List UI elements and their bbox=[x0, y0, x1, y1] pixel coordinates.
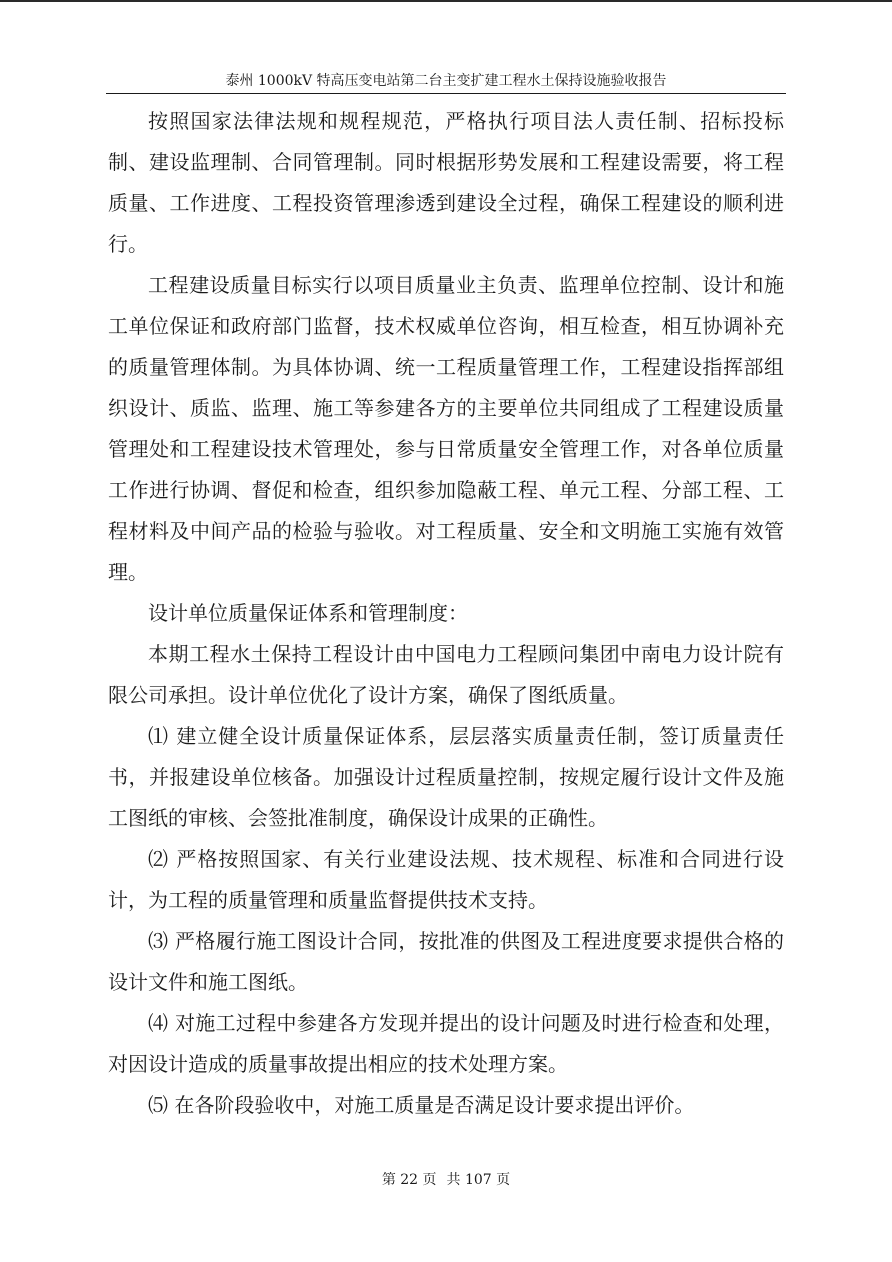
document-body bbox=[108, 101, 784, 1126]
running-header: 泰州 1000kV 特高压变电站第二台主变扩建工程水土保持设施验收报告 bbox=[225, 73, 667, 89]
header-divider bbox=[106, 93, 786, 94]
list-item-2: ⑵ 严格按照国家、有关行业建设法规、技术规程、标准和合同进行设计，为工程的质量管理和质量监督提供技术支持。 bbox=[108, 847, 784, 912]
page-number: 第 22 页 bbox=[381, 1172, 437, 1188]
paragraph-quality-system: 工程建设质量目标实行以项目质量业主负责、监理单位控制、设计和施工单位保证和政府部门监督，技术权威单位咨询，相互检查，相互协调补充的质量管理体制。为具体协调、统一工程质量管理工作，工程建设指挥部组织设计、质监、监理、施工等参建各方的主要单位共同组成了工程建设质量管理处和工程建设技术管理处，参与日常质量安全管理工作，对各单位质量工作进行协调、督促和检查，组织参加隐蔽工程、单元工程、分部工程、工程材料及中间产品的检验与验收。对工程质量、安全和文明施工实施有效管理。 bbox=[108, 273, 784, 584]
page-top-border bbox=[0, 0, 892, 2]
paragraph-management-systems: 按照国家法律法规和规程规范，严格执行项目法人责任制、招标投标制、建设监理制、合同管理制。同时根据形势发展和工程建设需要，将工程质量、工作进度、工程投资管理渗透到建设全过程，确保工程建设的顺利进行。 bbox=[108, 109, 784, 256]
paragraph-design-heading: 设计单位质量保证体系和管理制度： bbox=[148, 601, 468, 625]
list-item-5: ⑸ 在各阶段验收中，对施工质量是否满足设计要求提出评价。 bbox=[148, 1093, 695, 1117]
paragraph-design-unit: 本期工程水土保持工程设计由中国电力工程顾问集团中南电力设计院有限公司承担。设计单位优化了设计方案，确保了图纸质量。 bbox=[108, 642, 784, 707]
list-item-4: ⑷ 对施工过程中参建各方发现并提出的设计问题及时进行检查和处理，对因设计造成的质量事故提出相应的技术处理方案。 bbox=[108, 1011, 784, 1076]
page-total: 共 107 页 bbox=[446, 1172, 511, 1188]
page-footer bbox=[0, 1170, 892, 1190]
list-item-3: ⑶ 严格履行施工图设计合同，按批准的供图及工程进度要求提供合格的设计文件和施工图纸。 bbox=[108, 929, 784, 994]
list-item-1: ⑴ 建立健全设计质量保证体系，层层落实质量责任制，签订质量责任书，并报建设单位核备。加强设计过程质量控制，按规定履行设计文件及施工图纸的审核、会签批准制度，确保设计成果的正确性。 bbox=[108, 724, 784, 830]
